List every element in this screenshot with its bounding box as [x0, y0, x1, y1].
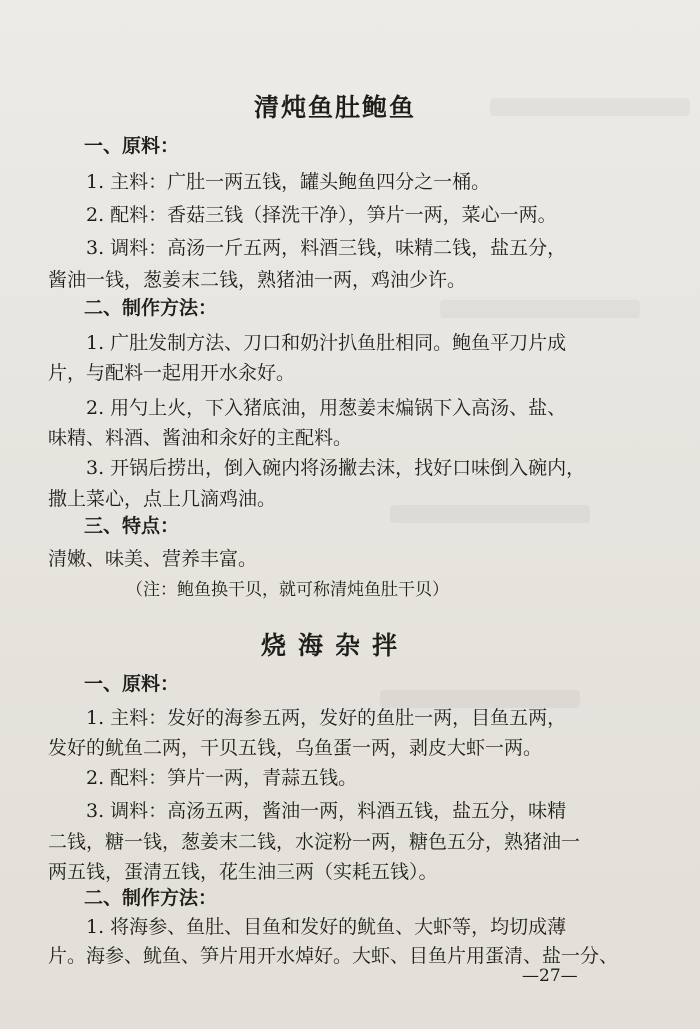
text-line: 撒上菜心，点上几滴鸡油。 [48, 488, 277, 510]
text-line: 1. 将海参、鱼肚、目鱼和发好的鱿鱼、大虾等，均切成薄 [86, 916, 567, 938]
text-line: 3. 调料：高汤一斤五两，料酒三钱，味精二钱，盐五分， [86, 237, 567, 259]
text-line: 清嫩、味美、营养丰富。 [48, 548, 258, 570]
text-line: 2. 用勺上火，下入猪底油，用葱姜末煸锅下入高汤、盐、 [86, 397, 567, 419]
recipe-title: 烧海杂拌 [260, 631, 409, 660]
text-line: 两五钱，蛋清五钱，花生油三两（实耗五钱）。 [48, 861, 438, 883]
recipe-title: 清炖鱼肚鲍鱼 [253, 93, 416, 122]
text-line: 酱油一钱，葱姜末二钱，熟猪油一两，鸡油少许。 [48, 269, 467, 291]
text-line: 片，与配料一起用开水汆好。 [48, 362, 296, 384]
text-line: 3. 开锅后捞出，倒入碗内将汤撇去沫，找好口味倒入碗内， [86, 457, 586, 479]
text-line: 3. 调料：高汤五两，酱油一两，料酒五钱，盐五分，味精 [86, 800, 567, 822]
text-line: 发好的鱿鱼二两，干贝五钱，乌鱼蛋一两，剥皮大虾一两。 [48, 737, 543, 759]
page-number: —27— [522, 966, 578, 986]
text-line: 2. 配料：笋片一两，青蒜五钱。 [86, 767, 358, 789]
show-through-shadow [390, 505, 590, 523]
section-heading: 二、制作方法： [84, 297, 218, 319]
text-line: 味精、料酒、酱油和汆好的主配料。 [48, 427, 353, 449]
text-line: 1. 主料：广肚一两五钱，罐头鲍鱼四分之一桶。 [86, 171, 491, 193]
note-line: （注：鲍鱼换干贝，就可称清炖鱼肚干贝） [126, 580, 449, 600]
section-heading: 三、特点： [84, 515, 180, 537]
section-heading: 一、原料： [84, 673, 180, 695]
text-line: 二钱，糖一钱，葱姜末二钱，水淀粉一两，糖色五分，熟猪油一 [48, 831, 581, 853]
text-line: 1. 主料：发好的海参五两，发好的鱼肚一两，目鱼五两， [86, 707, 567, 729]
section-heading: 二、制作方法： [84, 887, 218, 909]
text-line: 1. 广肚发制方法、刀口和奶汁扒鱼肚相同。鲍鱼平刀片成 [86, 332, 567, 354]
text-line: 片。海参、鱿鱼、笋片用开水焯好。大虾、目鱼片用蛋清、盐一分、 [48, 945, 619, 967]
show-through-shadow [440, 300, 640, 318]
text-line: 2. 配料：香菇三钱（择洗干净），笋片一两，菜心一两。 [86, 204, 557, 226]
section-heading: 一、原料： [84, 135, 180, 157]
